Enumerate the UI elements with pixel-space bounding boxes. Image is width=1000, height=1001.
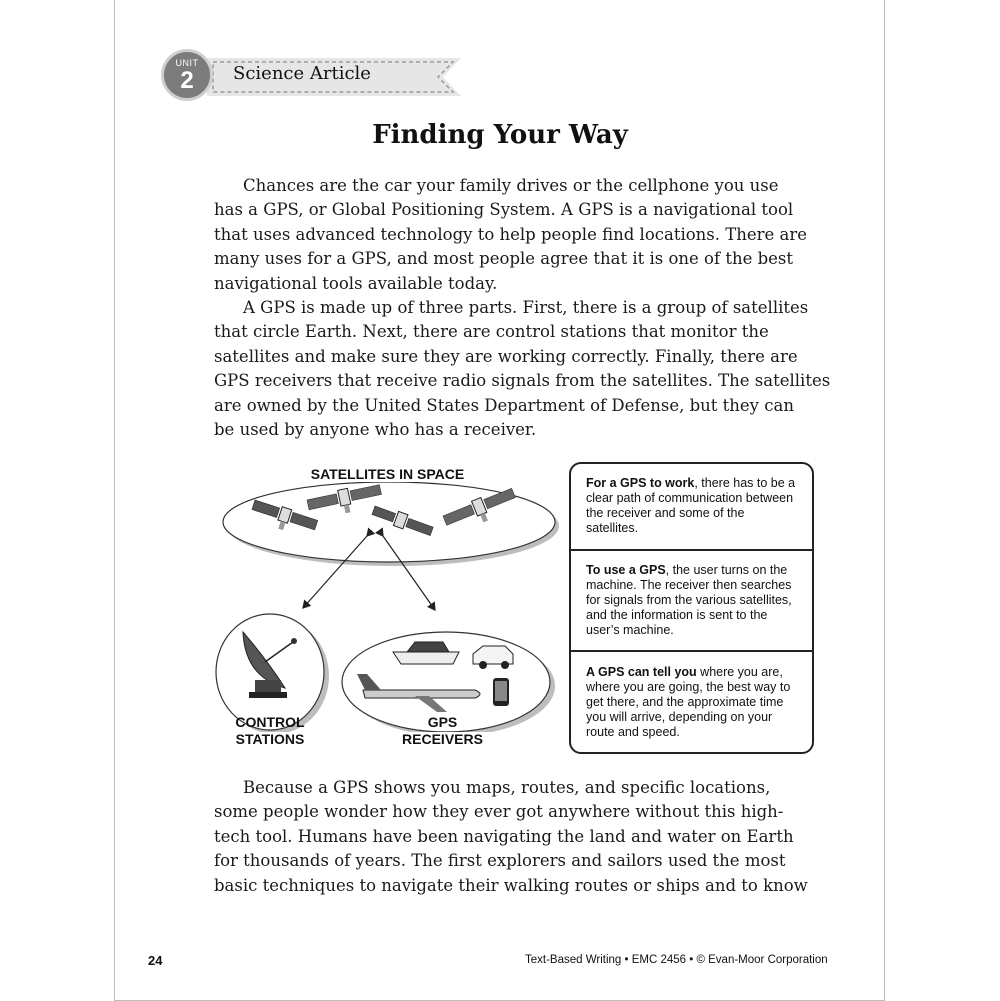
info-section-tell <box>571 665 812 740</box>
diagram-art <box>215 482 560 732</box>
control-label-line2: STATIONS <box>235 731 305 747</box>
text-line: GPS receivers that receive radio signals from the satellites. The satellites <box>214 371 831 391</box>
text-line: that circle Earth. Next, there are control stations that monitor the <box>214 322 769 342</box>
text-line: that uses advanced technology to help people find locations. There are <box>214 224 808 244</box>
footer-credit: Text-Based Writing • EMC 2456 • © Evan-Moor Corporation <box>525 954 828 966</box>
text-line: tech tool. Humans have been navigating the land and water on Earth <box>214 826 794 846</box>
text-line: some people wonder how they ever got anywhere without this high- <box>214 802 784 822</box>
satellites-label: SATELLITES IN SPACE <box>310 466 465 482</box>
text-line: be used by anyone who has a receiver. <box>214 420 537 440</box>
text-line: satellites and make sure they are working correctly. Finally, there are <box>214 346 798 366</box>
info-section-work <box>571 476 812 536</box>
text-line: many uses for a GPS, and most people agree that it is one of the best <box>214 249 794 269</box>
info-bold: A GPS can tell you <box>586 665 697 679</box>
info-divider <box>571 650 812 652</box>
text-line: Because a GPS shows you maps, routes, and specific locations, <box>243 778 771 797</box>
text-line: basic techniques to navigate their walking routes or ships and to know <box>214 875 808 895</box>
gps-diagram <box>215 460 560 760</box>
text-line: for thousands of years. The first explorers and sailors used the most <box>214 851 786 871</box>
paragraph-2 <box>214 296 831 442</box>
unit-badge <box>161 49 213 101</box>
text-line: navigational tools available today. <box>214 273 498 293</box>
receivers-label-line2: RECEIVERS <box>402 731 483 747</box>
gps-receivers-label <box>385 714 500 748</box>
paragraph-3 <box>214 776 808 898</box>
text-line: has a GPS, or Global Positioning System. A GPS is a navigational tool <box>214 200 794 220</box>
info-text: where you are, where you are going, the best way to get there, and the approximate time you will arrive, depending on your route and speed. <box>586 665 791 739</box>
info-text: , there has to be a clear path of communication between the receiver and some of the satellites. <box>586 476 796 535</box>
control-label-line1: CONTROL <box>235 714 305 730</box>
text-line: Chances are the car your family drives or the cellphone you use <box>243 176 779 195</box>
info-box <box>569 462 814 754</box>
unit-word: UNIT <box>175 58 199 68</box>
info-section-use <box>571 563 812 638</box>
text-line: A GPS is made up of three parts. First, there is a group of satellites <box>243 298 809 317</box>
receivers-label-line1: GPS <box>427 714 458 730</box>
article-title: Finding Your Way <box>372 120 628 150</box>
unit-number: 2 <box>180 67 194 94</box>
paragraph-1 <box>214 174 808 296</box>
info-bold: To use a GPS <box>586 563 666 577</box>
section-title: Science Article <box>233 63 371 84</box>
page-number: 24 <box>148 953 163 968</box>
smartphone-icon <box>493 678 509 706</box>
info-text: , the user turns on the machine. The receiver then searches for signals from the various satellites, and the information is sent to the user’s machine. <box>586 563 792 637</box>
info-divider <box>571 549 812 551</box>
info-bold: For a GPS to work <box>586 476 695 490</box>
control-stations-label <box>215 714 325 748</box>
text-line: are owned by the United States Department of Defense, but they can <box>214 395 794 415</box>
